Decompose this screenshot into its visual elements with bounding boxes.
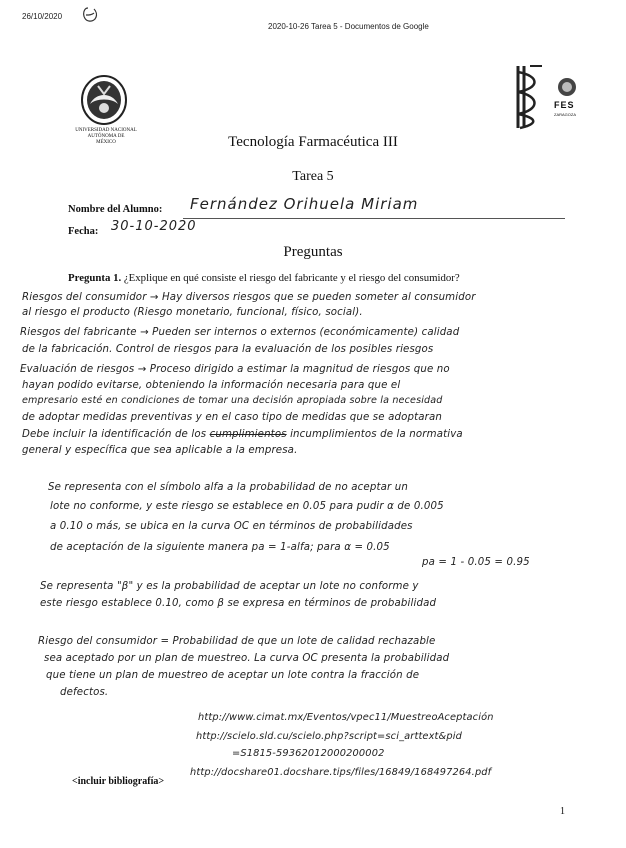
bibliography-ref: =S1815-59362012000200002	[232, 748, 385, 759]
assignment-title: Tarea 5	[292, 169, 334, 184]
handwritten-check-icon	[80, 4, 102, 24]
section-title: Preguntas	[283, 244, 343, 260]
question-1	[68, 272, 460, 284]
answer-line: de adoptar medidas preventivas y en el caso tipo de medidas que se adoptaran	[22, 412, 442, 423]
name-value: Fernández Orihuela Miriam	[190, 195, 419, 213]
answer-line: empresario esté en condiciones de tomar una decisión apropiada sobre la necesidad	[22, 395, 443, 406]
fes-logo	[510, 62, 590, 132]
print-doc-title: 2020-10-26 Tarea 5 - Documentos de Google	[268, 22, 429, 31]
university-name-3: MÉXICO	[96, 140, 116, 145]
course-title: Tecnología Farmacéutica III	[228, 134, 398, 150]
answer-line: hayan podido evitarse, obteniendo la información necesaria para que el	[22, 380, 401, 391]
print-date: 26/10/2020	[22, 12, 63, 21]
question-text: ¿Explique en qué consiste el riesgo del fabricante y el riesgo del consumidor?	[123, 272, 460, 284]
date-label: Fecha:	[68, 226, 99, 237]
answer-line: lote no conforme, y este riesgo se establece en 0.05 para pudir α de 0.005	[50, 501, 444, 512]
answer-line: sea aceptado por un plan de muestreo. La curva OC presenta la probabilidad	[44, 653, 450, 664]
fes-seal-icon	[556, 76, 578, 98]
answer-line: a 0.10 o más, se ubica en la curva OC en términos de probabilidades	[50, 521, 413, 532]
answer-line: Se representa "β" y es la probabilidad de aceptar un lote no conforme y	[40, 581, 419, 592]
answer-line: este riesgo establece 0.10, como β se expresa en términos de probabilidad	[40, 598, 437, 609]
fes-label: FES	[554, 100, 575, 110]
answer-line: al riesgo el producto (Riesgo monetario, funcional, físico, social).	[22, 307, 363, 318]
bibliography-ref: http://docshare01.docshare.tips/files/16849/168497264.pdf	[190, 767, 492, 778]
answer-line: Se representa con el símbolo alfa a la probabilidad de no aceptar un	[48, 482, 408, 493]
answer-line: Evaluación de riesgos → Proceso dirigido a estimar la magnitud de riesgos que no	[20, 364, 450, 375]
answer-line: de la fabricación. Control de riesgos para la evaluación de los posibles riesgos	[22, 344, 434, 355]
answer-line: de aceptación de la siguiente manera pa = 1-alfa; para α = 0.05	[50, 542, 390, 553]
answer-text: Debe incluir la identificación de los	[22, 429, 207, 440]
struck-word: cumplimientos	[209, 429, 287, 440]
date-value: 30-10-2020	[111, 219, 197, 234]
name-label: Nombre del Alumno:	[68, 204, 163, 215]
university-name-1: UNIVERSIDAD NACIONAL	[75, 128, 137, 133]
bibliography-label: <incluir bibliografía>	[72, 776, 165, 787]
answer-line: Riesgos del fabricante → Pueden ser internos o externos (económicamente) calidad	[20, 327, 460, 338]
page-number: 1	[560, 806, 565, 817]
answer-line: Riesgo del consumidor = Probabilidad de que un lote de calidad rechazable	[38, 636, 436, 647]
name-underline	[183, 218, 565, 219]
fes-emblem-icon	[510, 62, 550, 132]
answer-line: defectos.	[60, 687, 109, 698]
answer-line: que tiene un plan de muestreo de aceptar un lote contra la fracción de	[46, 670, 420, 681]
answer-text: incumplimientos de la normativa	[290, 429, 463, 440]
answer-line: pa = 1 - 0.05 = 0.95	[422, 557, 530, 568]
question-number: Pregunta 1.	[68, 272, 122, 284]
university-name-2: AUTÓNOMA DE	[87, 134, 125, 139]
bibliography-ref: http://www.cimat.mx/Eventos/vpec11/MuestreoAceptación	[198, 712, 494, 723]
answer-line-with-strike	[22, 428, 463, 441]
bibliography-ref: http://scielo.sld.cu/scielo.php?script=sci_arttext&pid	[196, 731, 462, 742]
fes-sub-label: ZARAGOZA	[554, 112, 577, 117]
unam-crest-icon	[80, 74, 128, 126]
answer-line: Riesgos del consumidor → Hay diversos riesgos que se pueden someter al consumidor	[22, 292, 476, 303]
answer-line: general y específica que sea aplicable a la empresa.	[22, 445, 298, 456]
